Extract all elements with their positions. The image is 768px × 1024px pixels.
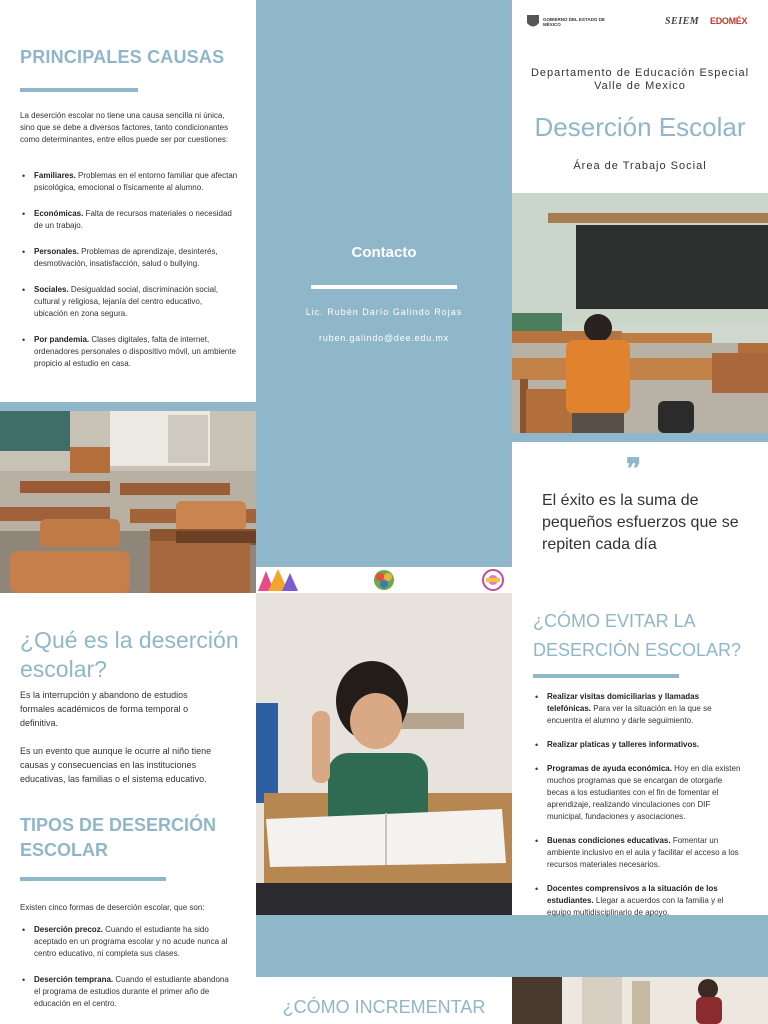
panel-quote [512, 442, 768, 593]
what-is-p2: Es un evento que aunque le ocurre al niño tiene causas y consecuencias en las instituciones educativas, las familias o el sistema educativo. [20, 746, 212, 784]
student-classroom-photo [512, 193, 768, 433]
list-item: • Docentes comprensivos a la situación de los estudiantes. Llegar a acuerdos con la familia y el equipo multidisciplinario de apoyo. [533, 883, 743, 919]
list-item: • Buenas condiciones educativas. Fomentar un ambiente inclusivo en el aula y facilitar el acceso a los recursos materiales necesarios. [533, 835, 743, 871]
what-is-heading: ¿Qué es la deserción escolar? [20, 627, 239, 682]
panel-causes [0, 0, 256, 402]
causes-list [20, 170, 238, 384]
list-item: • Sociales. Desigualdad social, discriminación social, cultural y religiosa, lejanía del centro educativo, ubicación en zona segura. [20, 284, 238, 320]
prevent-list [533, 691, 743, 931]
divider-strip [0, 402, 256, 411]
empty-classroom-photo [0, 411, 256, 593]
panel-prevent [512, 593, 768, 915]
list-item: • Por pandemia. Clases digitales, falta de internet, ordenadores personales o dispositivo móvil, un ambiente propicio al estudio en casa. [20, 334, 238, 370]
page-subtitle: Área de Trabajo Social [573, 160, 707, 172]
contact-heading: Contacto [351, 244, 417, 261]
edomex-logo: EDOMÉX [710, 16, 748, 26]
circle-logo-icon [478, 569, 508, 591]
badge-logo-icon [372, 569, 396, 591]
what-is-p1: Es la interrupción y abandono de estudios formales académicos de forma temporal o definitiva. [20, 690, 189, 728]
colorful-logo-icon [258, 569, 300, 591]
hallway-photo [512, 977, 768, 1024]
list-item: • Realizar visitas domiciliarias y llamadas telefónicas. Para ver la situación en la que se encuentra el alumno y darle seguimiento. [533, 691, 743, 727]
panel-what-is [0, 593, 256, 1024]
list-item: • Económicas. Falta de recursos materiales o necesidad de un trabajo. [20, 208, 238, 232]
seiem-logo: SEIEM [665, 16, 700, 27]
stressed-student-photo [256, 593, 512, 915]
quote-text: El éxito es la suma de pequeños esfuerzos que se repiten cada día [542, 492, 739, 553]
logos-strip [256, 567, 512, 593]
list-item: • Realizar platicas y talleres informativos. [533, 739, 743, 751]
types-heading: TIPOS DE DESERCIÓN ESCOLAR [20, 815, 217, 860]
list-item: • Deserción temprana. Cuando el estudiante abandona el programa de estudios durante el primer año de educación en el centro. [20, 974, 235, 1010]
shield-icon [526, 14, 540, 30]
list-item: • Programas de ayuda económica. Hoy en día existen muchos programas que se encargan de otorgarle becas a los estudiantes con el fin de fomentar el aprendizaje, realizando vinculaciones con DIF municipal, fundaciones y asociaciones. [533, 763, 743, 823]
increase-heading: ¿CÓMO INCREMENTAR [282, 997, 486, 1017]
gov-logo: GOBIERNO DEL ESTADO DE MÉXICO [526, 14, 616, 32]
causes-heading: PRINCIPALES CAUSAS [20, 47, 225, 67]
list-item: • Deserción precoz. Cuando el estudiante ha sido aceptado en un programa escolar y no acude nunca al centro educativo, ni completa sus clases. [20, 924, 235, 960]
contact-name: Lic. Rubén Darío Galindo Rojas [305, 307, 463, 317]
page-title: Deserción Escolar [534, 112, 746, 142]
divider-strip [512, 433, 768, 442]
types-list [20, 924, 235, 1024]
list-item: • Personales. Problemas de aprendizaje, desinterés, desmotivación, insatisfacción, salud o bullying. [20, 246, 238, 270]
panel-contact [256, 0, 512, 567]
types-rule [20, 877, 166, 881]
quote-mark-icon: ❞ [626, 453, 642, 484]
prevent-rule [533, 674, 679, 678]
contact-rule [311, 285, 457, 289]
list-item: • Familiares. Problemas en el entorno familiar que afectan psicológica, emocional o físicamente al alumno. [20, 170, 238, 194]
contact-email[interactable]: ruben.galindo@dee.edu.mx [319, 333, 449, 343]
department-name: Departamento de Educación Especial Valle de Mexico [530, 67, 750, 92]
causes-rule [20, 88, 138, 92]
prevent-heading: ¿CÓMO EVITAR LA DESERCIÓN ESCOLAR? [533, 611, 742, 660]
types-intro: Existen cinco formas de deserción escolar, que son: [20, 903, 205, 912]
panel-increase [256, 977, 512, 1024]
causes-intro: La deserción escolar no tiene una causa sencilla ni única, sino que se debe a diversos factores, tanto condicionantes como determinantes, entre ellos puede ser por cuestiones: [20, 111, 229, 144]
panel-cover [512, 0, 768, 193]
